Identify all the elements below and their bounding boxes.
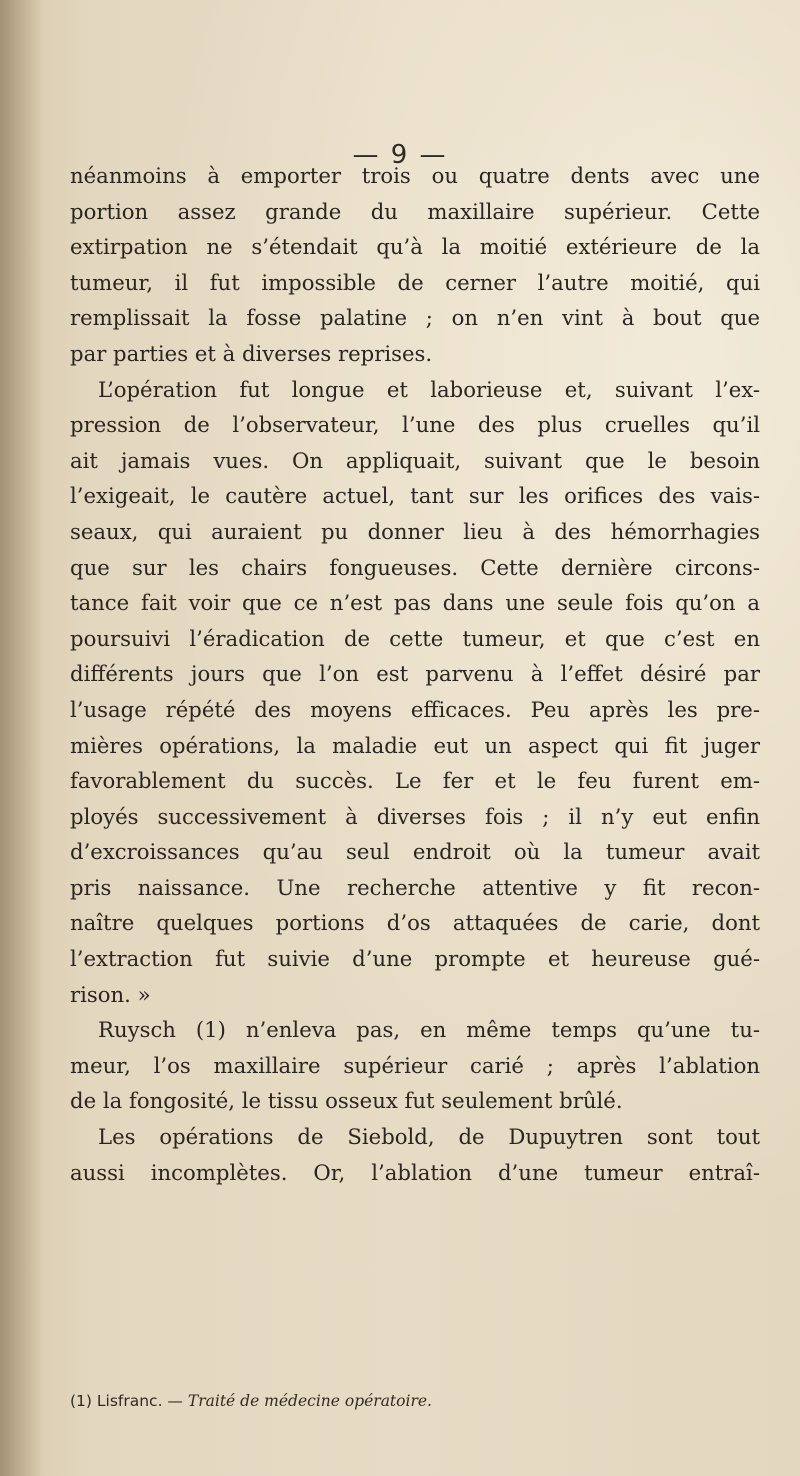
text-line: l’exigeait, le cautère actuel, tant sur les orifices des vais- bbox=[70, 483, 760, 509]
body-text bbox=[70, 158, 760, 1190]
text-line: ployés successivement à diverses fois ; il n’y eut enfin bbox=[70, 803, 760, 829]
text-line: néanmoins à emporter trois ou quatre dents avec une bbox=[70, 163, 760, 188]
text-line: que sur les chairs fongueuses. Cette dernière circons- bbox=[70, 554, 760, 580]
text-line: rison. » bbox=[70, 981, 151, 1007]
text-line: portion assez grande du maxillaire supérieur. Cette bbox=[70, 198, 760, 224]
text-line: mières opérations, la maladie eut un aspect qui fit juger bbox=[70, 732, 760, 758]
text-line: l’extraction fut suivie d’une prompte et heureuse gué- bbox=[70, 946, 760, 972]
text-line: extirpation ne s’étendait qu’à la moitié extérieure de la bbox=[70, 234, 760, 260]
text-line: tumeur, il fut impossible de cerner l’autre moitié, qui bbox=[70, 269, 760, 295]
text-line: favorablement du succès. Le fer et le feu furent em- bbox=[70, 768, 760, 794]
text-line: de la fongosité, le tissu osseux fut seulement brûlé. bbox=[70, 1088, 623, 1114]
text-line: L’opération fut longue et laborieuse et, suivant l’ex- bbox=[98, 376, 760, 402]
text-line: tance fait voir que ce n’est pas dans une seule fois qu’on a bbox=[70, 590, 760, 616]
text-line: meur, l’os maxillaire supérieur carié ; après l’ablation bbox=[70, 1052, 760, 1078]
page-spine-shadow bbox=[0, 0, 42, 1476]
text-line: Ruysch (1) n’enleva pas, en même temps qu’une tu- bbox=[98, 1017, 760, 1043]
text-line: d’excroissances qu’au seul endroit où la tumeur avait bbox=[70, 839, 760, 865]
text-line: poursuivi l’éradication de cette tumeur, et que c’est en bbox=[70, 625, 760, 651]
footnote-title: Traité de médecine opératoire. bbox=[187, 1392, 432, 1410]
text-line: différents jours que l’on est parvenu à l’effet désiré par bbox=[70, 661, 760, 687]
text-line: Les opérations de Siebold, de Dupuytren sont tout bbox=[98, 1124, 760, 1150]
text-line: seaux, qui auraient pu donner lieu à des hémorrhagies bbox=[70, 518, 760, 544]
text-line: naître quelques portions d’os attaquées de carie, dont bbox=[70, 910, 760, 936]
text-line: ait jamais vues. On appliquait, suivant que le besoin bbox=[70, 447, 760, 473]
page-number: — 9 — bbox=[352, 140, 448, 170]
footnote bbox=[70, 1392, 432, 1410]
text-line: par parties et à diverses reprises. bbox=[70, 340, 433, 366]
footnote-marker: (1) Lisfranc. — bbox=[70, 1392, 183, 1410]
text-line: l’usage répété des moyens efficaces. Peu après les pre- bbox=[70, 696, 760, 722]
text-line: pression de l’observateur, l’une des plus cruelles qu’il bbox=[70, 412, 760, 438]
text-line: aussi incomplètes. Or, l’ablation d’une tumeur entraî- bbox=[70, 1159, 760, 1185]
text-line: pris naissance. Une recherche attentive y fit recon- bbox=[70, 874, 760, 900]
text-line: remplissait la fosse palatine ; on n’en vint à bout que bbox=[70, 305, 760, 331]
